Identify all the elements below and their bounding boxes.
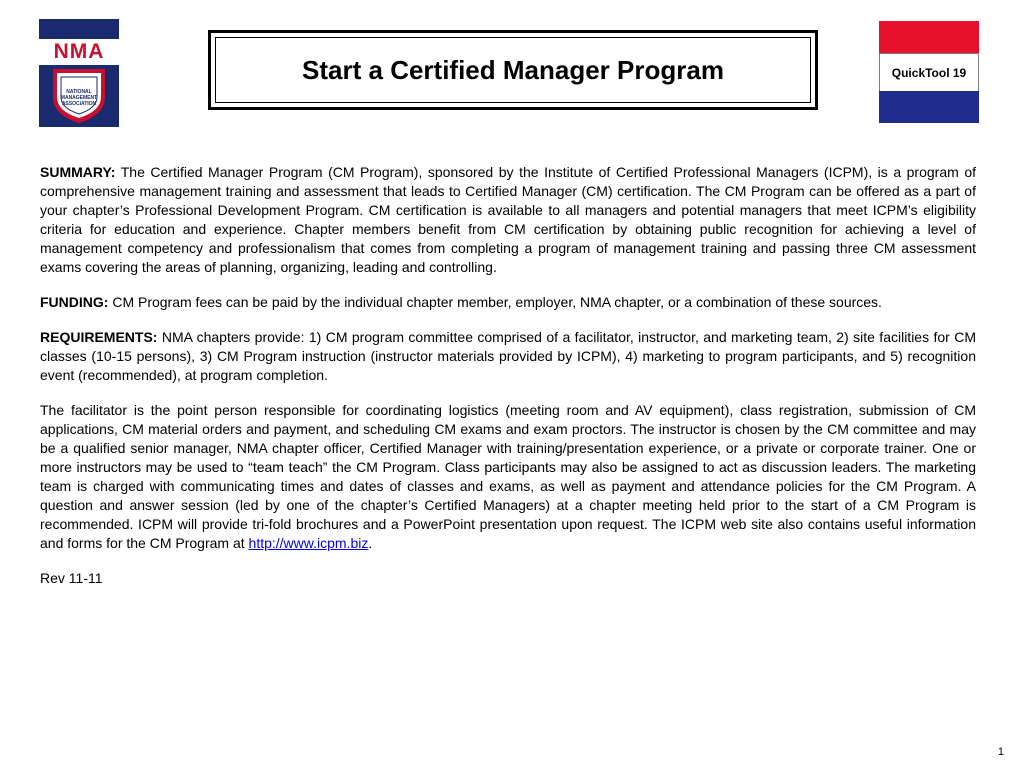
- requirements-text: NMA chapters provide: 1) CM program committee comprised of a facilitator, instructor, and marketing team, 2) site facilities for CM classes (10-15 persons), 3) CM Program instruction (instructor materials provided by ICPM), 4) marketing to program participants, and 5) recognition event (recommended), at program completion.: [40, 329, 976, 383]
- page-title: Start a Certified Manager Program: [302, 54, 724, 85]
- facilitator-paragraph: [40, 401, 976, 553]
- funding-text: CM Program fees can be paid by the individual chapter member, employer, NMA chapter, or a combination of these sources.: [108, 294, 882, 310]
- quicktool-badge: [879, 21, 979, 123]
- facilitator-end: .: [368, 535, 373, 551]
- shield-icon: [39, 19, 119, 127]
- page-number: 1: [997, 746, 1004, 758]
- revision-note: Rev 11-11: [40, 570, 103, 586]
- summary-label: SUMMARY:: [40, 164, 116, 180]
- funding-paragraph: [40, 293, 976, 312]
- nma-logo: [39, 19, 119, 127]
- flag-blue-band: [879, 91, 979, 123]
- document-body: [40, 163, 976, 604]
- summary-text: The Certified Manager Program (CM Program), sponsored by the Institute of Certified Professional Managers (ICPM), is a program of comprehensive management training and assessment that leads to Certified Manager (CM) certification. The CM Program can be offered as a part of your chapter’s Professional Development Program. CM certification is available to all managers and potential managers that meet ICPM’s eligibility criteria for education and experience. Chapter members benefit from CM certification by obtaining public recognition for achieving a level of management competency and professionalism that comes from completing a program of management training and passing three CM assessment exams covering the areas of planning, organizing, leading and controlling.: [40, 164, 976, 275]
- quicktool-label: QuickTool 19: [891, 65, 967, 80]
- logo-seal-text: NATIONAL MANAGEMENT ASSOCIATION: [60, 89, 98, 107]
- title-frame: [208, 30, 818, 110]
- facilitator-text: The facilitator is the point person responsible for coordinating logistics (meeting room and AV equipment), class registration, submission of CM applications, CM material orders and payment, and scheduling CM exams and exam proctors. The instructor is chosen by the CM committee and may be a qualified senior manager, NMA chapter officer, Certified Manager with training/presentation experience, or a private or corporate trainer. One or more instructors may be used to “team teach” the CM Program. Class participants may also be assigned to act as discussion leaders. The marketing team is charged with communicating times and dates of classes and exams, as well as payment and attendance policies for the CM Program. A question and answer session (led by one of the chapter’s Certified Managers) at a chapter meeting held prior to the start of a CM Program is recommended. ICPM will provide tri-fold brochures and a PowerPoint presentation upon request. The ICPM web site also contains useful information and forms for the CM Program at: [40, 402, 976, 551]
- requirements-label: REQUIREMENTS:: [40, 329, 158, 345]
- flag-red-band: [879, 21, 979, 53]
- icpm-link[interactable]: http://www.icpm.biz: [248, 535, 369, 551]
- funding-label: FUNDING:: [40, 294, 109, 310]
- requirements-paragraph: [40, 328, 976, 385]
- summary-paragraph: [40, 163, 976, 277]
- logo-acronym: NMA: [53, 40, 105, 63]
